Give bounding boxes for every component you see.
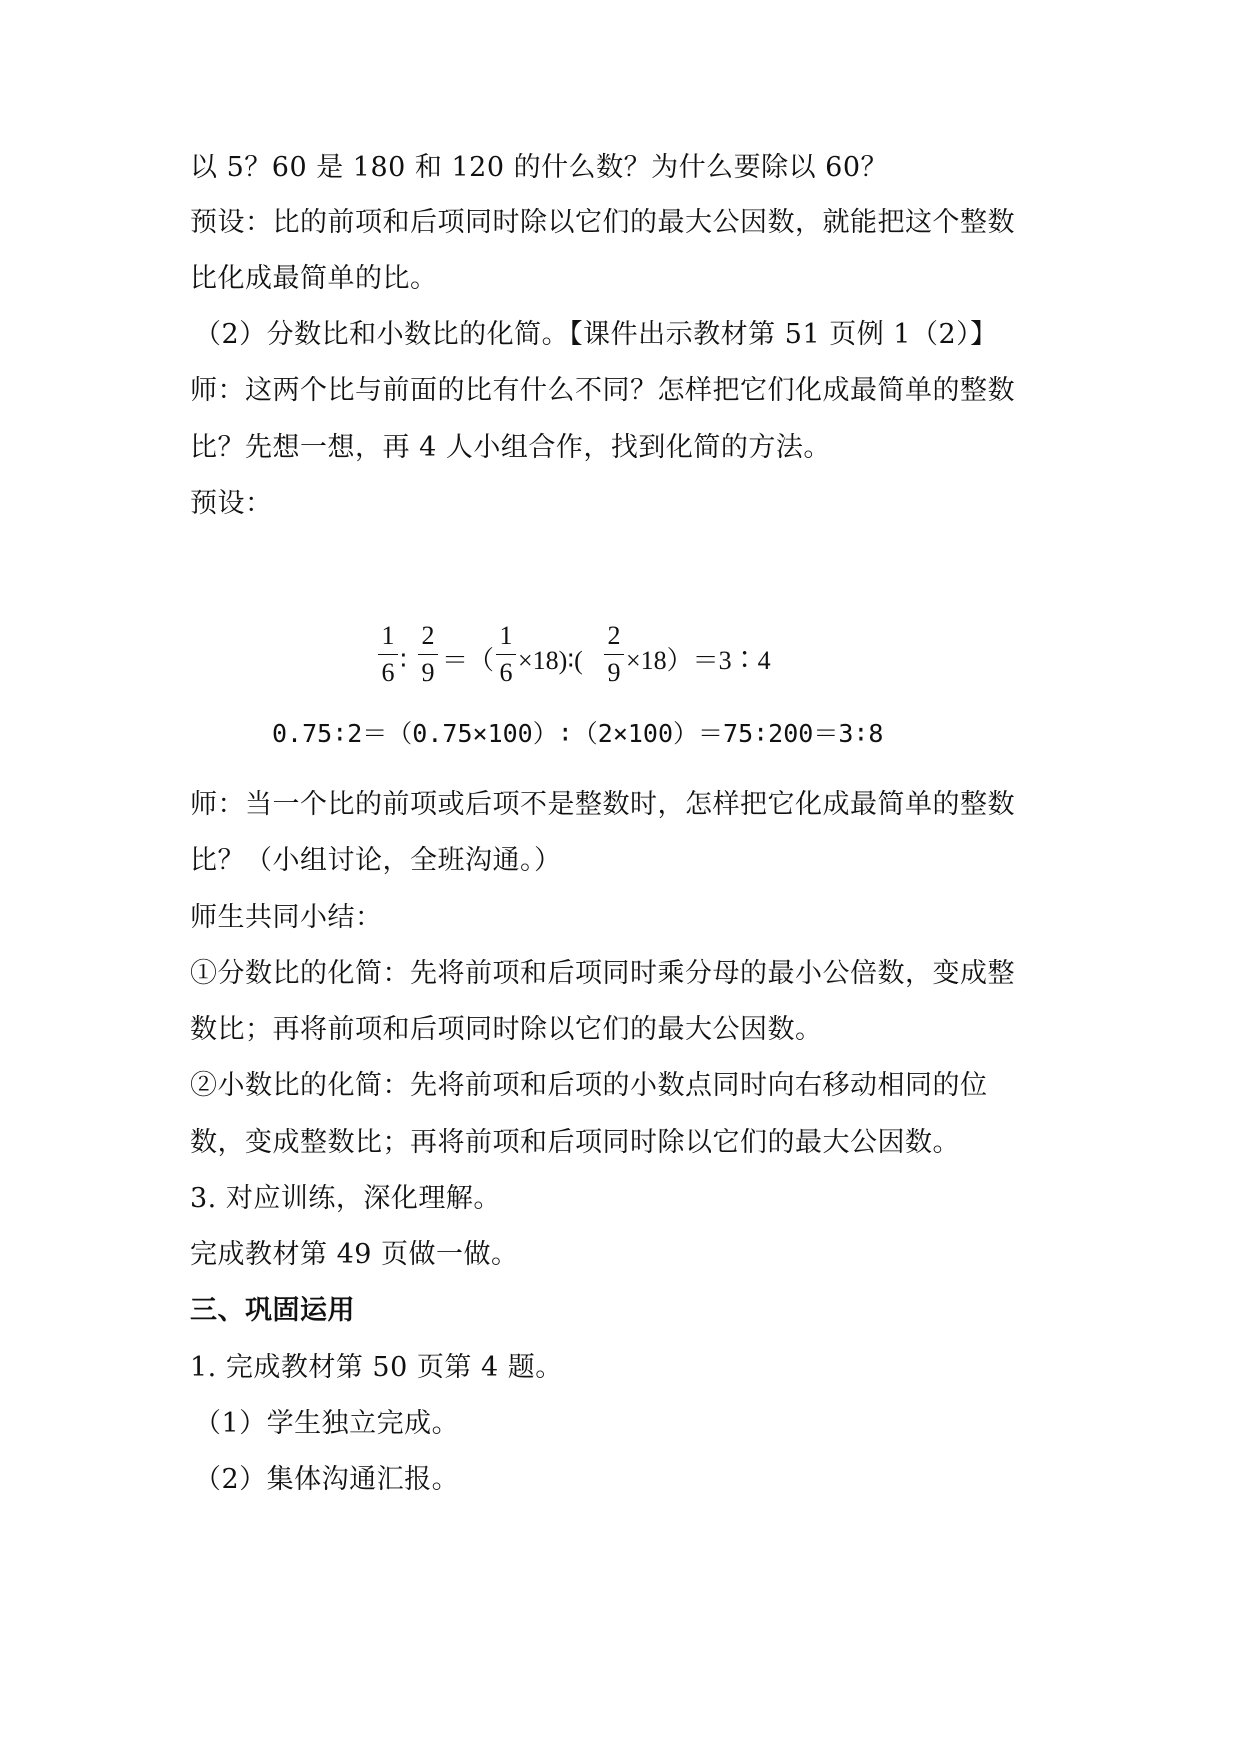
text-line: （2）分数比和小数比的化简。【课件出示教材第 51 页例 1（2）】 [194, 319, 998, 350]
fraction [604, 620, 624, 689]
fraction-numerator: 1 [499, 621, 513, 650]
text-line: 以 5？60 是 180 和 120 的什么数？为什么要除以 60？ [190, 152, 889, 183]
text-line: 数比；再将前项和后项同时除以它们的最大公因数。 [190, 1014, 823, 1045]
fraction-denominator: 6 [499, 658, 513, 687]
text-line: 比？（小组讨论，全班沟通。） [190, 845, 562, 876]
text-line: 比？先想一想，再 4 人小组合作，找到化简的方法。 [190, 432, 831, 463]
fraction-denominator: 9 [607, 658, 621, 687]
decimal-ratio-formula: 0.75∶2＝（0.75×100）∶（2×100）＝75∶200＝3∶8 [272, 719, 884, 748]
text-line: ②小数比的化简：先将前项和后项的小数点同时向右移动相同的位 [190, 1070, 988, 1101]
fraction [418, 620, 438, 689]
text-line: 师：当一个比的前项或后项不是整数时，怎样把它化成最简单的整数 [190, 789, 1015, 820]
text-line: 3. 对应训练，深化理解。 [190, 1183, 501, 1214]
formula-segment: ×18）＝3∶4 [626, 646, 771, 675]
text-line: 数，变成整数比；再将前项和后项同时除以它们的最大公因数。 [190, 1127, 960, 1158]
fraction-numerator: 1 [381, 621, 395, 650]
text-line: 1. 完成教材第 50 页第 4 题。 [190, 1352, 563, 1383]
fraction-bar [496, 654, 516, 655]
text-line: 预设： [190, 488, 273, 519]
fraction [378, 620, 398, 689]
fraction-denominator: 6 [381, 658, 395, 687]
fraction-bar [418, 654, 438, 655]
text-line: 比化成最简单的比。 [190, 263, 438, 294]
text-line: 预设：比的前项和后项同时除以它们的最大公因数，就能把这个整数 [190, 207, 1015, 238]
fraction-bar [604, 654, 624, 655]
fraction-denominator: 9 [421, 658, 435, 687]
text-line: （1）学生独立完成。 [194, 1408, 460, 1439]
text-line: 完成教材第 49 页做一做。 [190, 1239, 519, 1270]
fraction-numerator: 2 [421, 621, 435, 650]
formula-segment: ＝（ [442, 646, 495, 675]
text-line: （2）集体沟通汇报。 [194, 1464, 460, 1495]
fraction-bar [378, 654, 398, 655]
text-line: 师：这两个比与前面的比有什么不同？怎样把它们化成最简单的整数 [190, 375, 1015, 406]
fraction [496, 620, 516, 689]
text-line: 师生共同小结： [190, 902, 383, 933]
section-heading: 三、巩固运用 [190, 1295, 355, 1326]
text-line: ①分数比的化简：先将前项和后项同时乘分母的最小公倍数，变成整 [190, 958, 1015, 989]
formula-segment: ×18)∶( [518, 646, 583, 675]
ratio-colon: ∶ [400, 646, 407, 675]
fraction-numerator: 2 [607, 621, 621, 650]
